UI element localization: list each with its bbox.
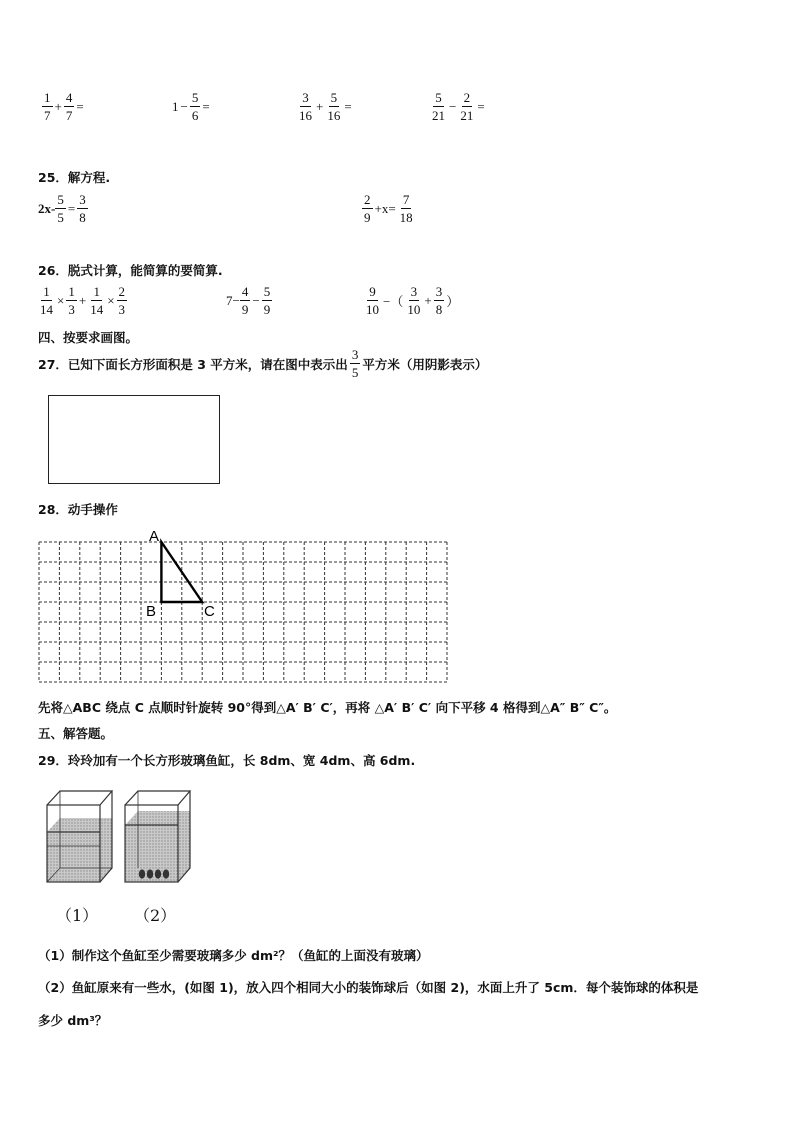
equation-1: 2x- $\frac{5}{5}$ = $\frac{3}{8}$ [38,192,86,225]
question-29-title: 29．玲玲加有一个长方形玻璃鱼缸，长 8dm、宽 4dm、高 6dm. [38,753,416,768]
calc-expr-2: 7− $\frac{4}{9}$ − $\frac{5}{9}$ [226,284,271,317]
question-29-part-2b: 多少 dm³？ [38,1013,108,1028]
label-b: B [146,603,157,620]
expr-3-16-plus-5-16: $\frac{3}{16}$ + $\frac{5}{16}$ = [299,90,352,123]
calc-expr-1: $\frac{1}{14}$ × $\frac{1}{3}$ + $\frac{1}{14}$ × $\frac{2}{3}$ [40,284,126,317]
expr-1-minus-5-6: 1 − $\frac{5}{6}$ = [172,90,210,123]
question-28-title: 28．动手操作 [38,502,118,517]
question-29-part-2a: （2）鱼缸原来有一些水，(如图 1)，放入四个相同大小的装饰球后（如图 2)，水面上升了 5cm．每个装饰球的体积是 [38,980,699,995]
section-4-heading: 四、按要求画图。 [38,330,139,345]
rectangle-figure[interactable] [48,395,220,484]
question-25-title: 25．解方程. [38,170,111,185]
expr-1-7-plus-4-7: $\frac{1}{7}$ + $\frac{4}{7}$ = [44,90,84,123]
figure-1-caption: （1） [56,906,99,925]
dashed-grid [39,542,447,682]
fish-tank-figure-1 [44,786,116,886]
question-26-title: 26．脱式计算，能简算的要简算. [38,263,223,278]
section-5-heading: 五、解答题。 [38,726,114,741]
question-27-text: 27．已知下面长方形面积是 3 平方米，请在图中表示出 $\frac{3}{5}$ 平方米（用阴影表示） [38,347,488,380]
equation-2: $\frac{2}{9}$ +x= $\frac{7}{18}$ [364,192,413,225]
question-29-part-1: （1）制作这个鱼缸至少需要玻璃多少 dm²？（鱼缸的上面没有玻璃） [38,948,429,963]
expr-5-21-minus-2-21: $\frac{5}{21}$ − $\frac{2}{21}$ = [432,90,485,123]
figure-2-caption: （2） [134,906,177,925]
calc-expr-3: $\frac{9}{10}$ −（ $\frac{3}{10}$ + $\frac{3}{8}$ ） [366,284,460,317]
grid-figure[interactable] [36,525,451,685]
fish-tank-figure-2 [122,786,194,886]
label-c: C [204,603,215,620]
label-a: A [149,528,160,545]
question-28-instruction: 先将△ABC 绕点 C 点顺时针旋转 90°得到△A′ B′ C′，再将 △A′ B′ C′ 向下平移 4 格得到△A″ B″ C″。 [38,700,617,715]
